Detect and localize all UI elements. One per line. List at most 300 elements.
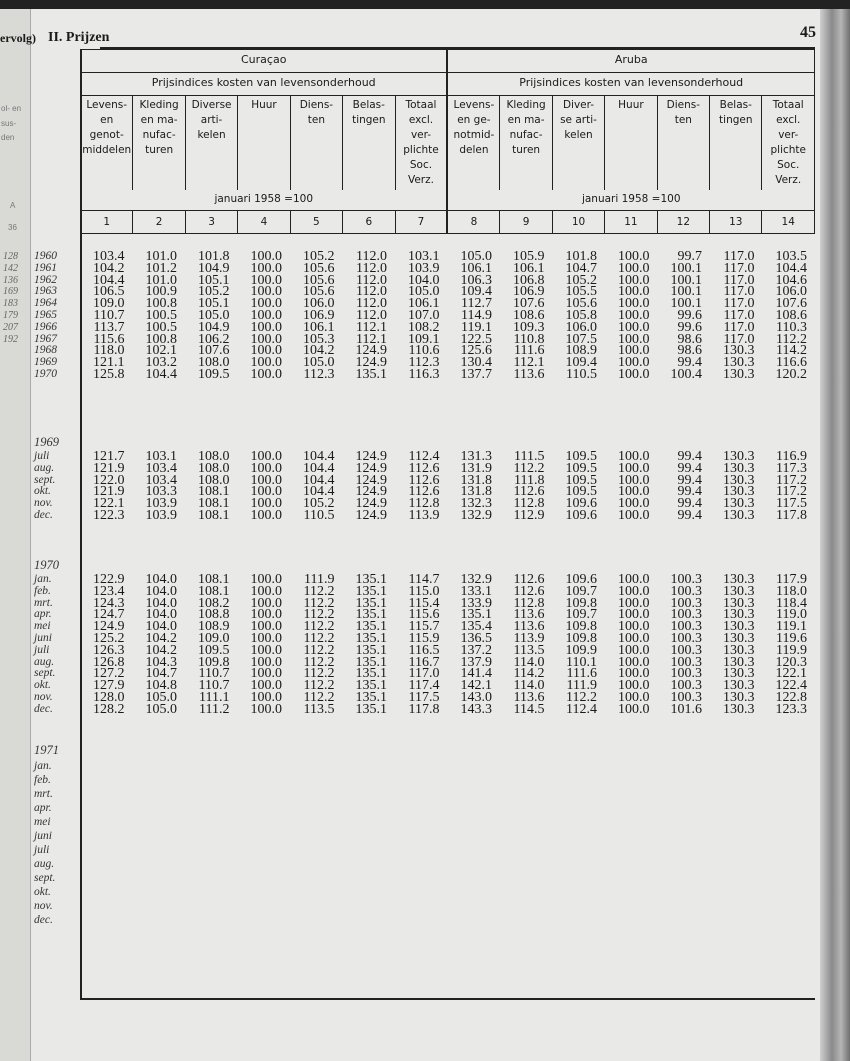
table-cell: 98.6 xyxy=(677,331,702,347)
section-year: 1971 xyxy=(34,743,59,757)
table-cell: 112.2 xyxy=(303,654,335,670)
book-spine-edge xyxy=(820,9,850,1061)
table-cell: 109.7 xyxy=(565,607,597,623)
row-label: 1968 xyxy=(34,344,57,357)
table-cell: 106.1 xyxy=(460,260,492,276)
table-cell: 127.2 xyxy=(93,666,125,682)
table-cell: 116.6 xyxy=(776,355,807,371)
table-cell: 112.7 xyxy=(461,296,492,312)
table-cell: 115.6 xyxy=(93,331,125,347)
table-cell: 116.9 xyxy=(776,449,807,464)
column-number: 3 xyxy=(185,211,237,234)
table-cell: 105.1 xyxy=(198,272,230,288)
table-cell: 100.0 xyxy=(618,583,650,599)
table-cell: 105.6 xyxy=(565,296,597,312)
table-cell: 111.6 xyxy=(514,343,545,359)
column-number: 7 xyxy=(395,211,447,234)
table-cell: 103.3 xyxy=(145,484,177,500)
table-cell: 112.2 xyxy=(303,607,335,623)
table-cell: 119.1 xyxy=(776,619,807,635)
table-cell: 130.3 xyxy=(723,619,755,635)
row-label: nov. xyxy=(34,497,53,510)
table-cell: 101.0 xyxy=(145,272,177,288)
table-cell: 124.3 xyxy=(93,595,125,611)
table-cell: 117.0 xyxy=(723,296,755,312)
table-cell: 108.1 xyxy=(198,583,230,599)
table-cell: 117.2 xyxy=(776,472,807,488)
row-labels xyxy=(34,742,78,927)
table-cell: 100.5 xyxy=(145,319,177,335)
table-cell: 106.0 xyxy=(565,319,597,335)
table-cell: 118.4 xyxy=(776,595,807,611)
table-cell: 135.1 xyxy=(355,366,387,382)
table-cell: 106.1 xyxy=(303,319,335,335)
table-cell: 106.9 xyxy=(513,284,545,300)
table-cell: 100.0 xyxy=(618,619,650,635)
table-cell: 100.0 xyxy=(618,507,650,523)
column-number: 11 xyxy=(605,211,657,234)
running-head: ervolg) xyxy=(0,31,36,45)
margin-value: 207 xyxy=(3,321,18,333)
table-cell: 109.8 xyxy=(565,595,597,611)
table-cell: 99.4 xyxy=(677,460,702,476)
table-cell: 104.0 xyxy=(145,583,177,599)
column-header: Diverse arti- kelen xyxy=(185,96,237,191)
table-cell: 126.8 xyxy=(93,654,125,670)
bottom-rule xyxy=(80,998,815,1000)
column-number: 5 xyxy=(290,211,342,234)
table-cell: 100.3 xyxy=(670,654,702,670)
table-cell: 135.1 xyxy=(355,607,387,623)
table-cell: 131.9 xyxy=(460,460,492,476)
table-cell: 100.0 xyxy=(618,319,650,335)
table-cell: 104.0 xyxy=(145,619,177,635)
table-cell: 99.4 xyxy=(677,484,702,500)
table-cell: 124.9 xyxy=(355,496,387,512)
table-cell: 109.5 xyxy=(198,642,230,658)
table-cell: 112.6 xyxy=(408,460,440,476)
margin-value: 128 xyxy=(3,251,18,262)
row-label: jan. xyxy=(34,760,52,772)
table-row xyxy=(80,319,815,335)
table-cell: 132.9 xyxy=(460,572,492,587)
column-number: 4 xyxy=(238,211,290,234)
row-group xyxy=(80,451,815,522)
margin-value: 169 xyxy=(3,286,18,298)
table-cell: 113.6 xyxy=(513,619,545,635)
table-cell: 130.3 xyxy=(723,666,755,682)
column-header: Totaal excl. ver- plichte Soc. Verz. xyxy=(762,96,815,191)
table-cell: 115.0 xyxy=(408,583,440,599)
margin-fragment: ol- en xyxy=(1,104,22,113)
table-row xyxy=(80,366,815,382)
table-cell: 105.2 xyxy=(303,496,335,512)
table-cell: 111.9 xyxy=(304,572,335,587)
table-cell: 112.8 xyxy=(513,496,545,512)
table-cell: 135.1 xyxy=(355,678,387,694)
table-cell: 107.6 xyxy=(513,296,545,312)
table-cell: 100.0 xyxy=(618,284,650,300)
table-cell: 100.0 xyxy=(250,449,282,464)
table-cell: 100.3 xyxy=(670,678,702,694)
table-cell: 112.0 xyxy=(356,249,387,264)
table-cell: 100.0 xyxy=(250,249,282,264)
table-cell: 100.3 xyxy=(670,595,702,611)
table-cell: 130.3 xyxy=(723,607,755,623)
row-label: mei xyxy=(34,620,51,633)
column-number: 8 xyxy=(447,211,499,234)
table-row xyxy=(80,654,815,670)
table-cell: 100.0 xyxy=(618,249,650,264)
table-cell: 143.0 xyxy=(460,689,492,705)
table-row xyxy=(80,574,815,586)
table-cell: 112.2 xyxy=(566,689,597,705)
table-cell: 111.8 xyxy=(514,472,545,488)
previous-page-edge xyxy=(0,9,31,1061)
table-cell: 108.0 xyxy=(198,460,230,476)
table-cell: 104.7 xyxy=(145,666,177,682)
table-cell: 130.3 xyxy=(723,701,755,717)
table-row xyxy=(80,298,815,310)
table-cell: 108.1 xyxy=(198,484,230,500)
table-cell: 123.3 xyxy=(775,701,807,717)
table-row xyxy=(80,689,815,705)
table-cell: 112.2 xyxy=(513,460,545,476)
column-header: Levens- en ge- notmid- delen xyxy=(447,96,499,191)
table-cell: 112.3 xyxy=(303,366,335,382)
table-cell: 103.9 xyxy=(408,260,440,276)
table-cell: 111.9 xyxy=(566,678,597,694)
table-row xyxy=(80,595,815,611)
region-aruba: Aruba xyxy=(447,50,814,73)
table-cell: 100.0 xyxy=(618,366,650,382)
table-cell: 124.9 xyxy=(355,460,387,476)
table-cell: 105.8 xyxy=(565,307,597,323)
table-cell: 137.2 xyxy=(460,642,492,658)
table-cell: 117.0 xyxy=(723,272,755,288)
table-cell: 108.0 xyxy=(198,449,230,464)
table-cell: 114.2 xyxy=(513,666,545,682)
table-cell: 110.7 xyxy=(198,678,230,694)
table-cell: 99.7 xyxy=(677,249,702,264)
table-cell: 106.8 xyxy=(513,272,545,288)
table-cell: 109.4 xyxy=(460,284,492,300)
column-header: Kleding en ma- nufac- turen xyxy=(500,96,552,191)
table-cell: 124.9 xyxy=(355,343,387,359)
table-cell: 109.3 xyxy=(513,319,545,335)
table-cell: 111.1 xyxy=(199,689,230,705)
table-cell: 116.5 xyxy=(408,642,440,658)
table-cell: 142.1 xyxy=(460,678,492,694)
table-cell: 99.4 xyxy=(677,496,702,512)
table-cell: 130.3 xyxy=(723,460,755,476)
table-cell: 111.6 xyxy=(566,666,597,682)
column-header: Huur xyxy=(605,96,657,191)
row-label: juni xyxy=(34,830,52,842)
table-cell: 126.3 xyxy=(93,642,125,658)
table-cell: 100.0 xyxy=(250,366,282,382)
table-cell: 107.0 xyxy=(408,307,440,323)
table-cell: 100.1 xyxy=(670,272,702,288)
table-cell: 100.0 xyxy=(250,630,282,646)
table-cell: 115.4 xyxy=(408,595,440,611)
table-cell: 99.6 xyxy=(677,307,702,323)
table-cell: 108.9 xyxy=(565,343,597,359)
table-cell: 109.8 xyxy=(565,630,597,646)
table-cell: 100.0 xyxy=(618,701,650,717)
table-cell: 100.0 xyxy=(618,472,650,488)
table-cell: 117.0 xyxy=(723,331,755,347)
row-group xyxy=(80,574,815,716)
table-cell: 105.0 xyxy=(303,355,335,371)
table-cell: 106.1 xyxy=(408,296,440,312)
table-cell: 112.6 xyxy=(513,583,545,599)
table-cell: 100.5 xyxy=(145,307,177,323)
table-cell: 119.9 xyxy=(776,642,807,658)
table-cell: 103.1 xyxy=(408,249,440,264)
table-cell: 108.1 xyxy=(198,507,230,523)
table-cell: 108.6 xyxy=(513,307,545,323)
table-cell: 100.1 xyxy=(670,296,702,312)
table-cell: 100.0 xyxy=(618,607,650,623)
table-row xyxy=(80,460,815,476)
table-cell: 100.0 xyxy=(618,654,650,670)
row-label: aug. xyxy=(34,461,55,474)
table-cell: 130.3 xyxy=(723,642,755,658)
row-labels xyxy=(34,251,78,381)
table-cell: 125.2 xyxy=(93,630,125,646)
table-cell: 110.3 xyxy=(776,319,807,335)
table-cell: 112.2 xyxy=(303,666,335,682)
table-cell: 100.0 xyxy=(618,260,650,276)
row-label: dec. xyxy=(34,508,53,521)
table-cell: 109.5 xyxy=(565,460,597,476)
subtitle-aruba: Prijsindices kosten van levensonderhoud xyxy=(447,73,814,96)
column-header: Totaal excl. ver- plichte Soc. Verz. xyxy=(395,96,447,191)
row-label: okt. xyxy=(34,886,51,898)
base-curacao: januari 1958 =100 xyxy=(81,190,448,211)
table-cell: 109.0 xyxy=(93,296,125,312)
page-number: 45 xyxy=(800,24,816,41)
table-cell: 110.5 xyxy=(303,507,335,523)
table-cell: 135.1 xyxy=(355,630,387,646)
table-cell: 100.0 xyxy=(250,701,282,717)
table-cell: 106.0 xyxy=(775,284,807,300)
table-cell: 125.6 xyxy=(460,343,492,359)
table-row xyxy=(80,357,815,369)
table-cell: 101.8 xyxy=(565,249,597,264)
table-cell: 105.0 xyxy=(408,284,440,300)
table-cell: 109.6 xyxy=(565,572,597,587)
row-label: dec. xyxy=(34,914,53,926)
table-cell: 105.0 xyxy=(145,701,177,717)
table-cell: 100.0 xyxy=(618,642,650,658)
table-cell: 124.7 xyxy=(93,607,125,623)
table-cell: 132.9 xyxy=(460,507,492,523)
table-cell: 105.2 xyxy=(198,284,230,300)
table-cell: 100.0 xyxy=(250,678,282,694)
column-number: 2 xyxy=(133,211,185,234)
column-header: Levens- en genot- middelen xyxy=(81,96,133,191)
table-cell: 137.7 xyxy=(460,366,492,382)
table-cell: 100.0 xyxy=(618,331,650,347)
row-label: feb. xyxy=(34,584,51,597)
margin-value: 183 xyxy=(3,298,18,310)
table-cell: 114.0 xyxy=(513,654,545,670)
row-label: 1964 xyxy=(34,297,57,310)
table-cell: 130.4 xyxy=(460,355,492,371)
table-cell: 103.5 xyxy=(775,249,807,264)
margin-col-value: 36 xyxy=(8,223,17,232)
table-cell: 123.4 xyxy=(93,583,125,599)
row-label: 1969 xyxy=(34,356,57,369)
table-cell: 107.6 xyxy=(775,296,807,312)
table-row xyxy=(80,621,815,633)
column-number: 12 xyxy=(657,211,709,234)
row-label: apr. xyxy=(34,608,52,621)
table-cell: 130.3 xyxy=(723,595,755,611)
table-cell: 122.1 xyxy=(775,666,807,682)
table-cell: 121.7 xyxy=(93,449,125,464)
table-cell: 100.3 xyxy=(670,630,702,646)
table-cell: 130.3 xyxy=(723,654,755,670)
table-cell: 104.2 xyxy=(93,260,125,276)
row-label: apr. xyxy=(34,802,52,814)
table-cell: 110.7 xyxy=(93,307,125,323)
table-cell: 117.0 xyxy=(408,666,440,682)
table-cell: 100.0 xyxy=(250,284,282,300)
table-cell: 100.0 xyxy=(250,507,282,523)
table-cell: 113.5 xyxy=(303,701,335,717)
table-row xyxy=(80,472,815,488)
table-cell: 113.6 xyxy=(513,607,545,623)
column-number: 13 xyxy=(710,211,762,234)
table-cell: 117.2 xyxy=(776,484,807,500)
table-cell: 105.0 xyxy=(198,307,230,323)
table-row xyxy=(80,272,815,288)
table-cell: 104.8 xyxy=(145,678,177,694)
table-cell: 130.3 xyxy=(723,572,755,587)
table-row xyxy=(80,507,815,523)
column-number: 9 xyxy=(500,211,552,234)
table-cell: 100.0 xyxy=(618,460,650,476)
section-year: 1969 xyxy=(34,435,59,449)
table-cell: 114.0 xyxy=(513,678,545,694)
table-cell: 100.0 xyxy=(618,689,650,705)
table-cell: 109.7 xyxy=(565,583,597,599)
table-cell: 143.3 xyxy=(460,701,492,717)
table-cell: 100.0 xyxy=(618,355,650,371)
table-cell: 111.5 xyxy=(514,449,545,464)
table-cell: 100.0 xyxy=(250,260,282,276)
table-cell: 110.8 xyxy=(513,331,545,347)
table-cell: 112.8 xyxy=(408,496,440,512)
table-cell: 100.0 xyxy=(250,319,282,335)
table-cell: 104.3 xyxy=(145,654,177,670)
row-label: sept. xyxy=(34,872,56,884)
table-cell: 100.3 xyxy=(670,642,702,658)
table-cell: 99.4 xyxy=(677,449,702,464)
table-cell: 112.2 xyxy=(303,583,335,599)
table-cell: 104.4 xyxy=(93,272,125,288)
table-cell: 100.4 xyxy=(670,366,702,382)
table-cell: 131.8 xyxy=(460,472,492,488)
table-cell: 130.3 xyxy=(723,630,755,646)
table-cell: 105.0 xyxy=(460,249,492,264)
table-cell: 119.6 xyxy=(776,630,807,646)
table-cell: 100.3 xyxy=(670,583,702,599)
table-cell: 114.5 xyxy=(513,701,545,717)
row-label: nov. xyxy=(34,900,53,912)
table-cell: 135.4 xyxy=(460,619,492,635)
table-cell: 108.8 xyxy=(198,607,230,623)
table-cell: 117.9 xyxy=(776,572,807,587)
row-label: mei xyxy=(34,816,51,828)
table-cell: 100.0 xyxy=(250,343,282,359)
table-cell: 100.0 xyxy=(250,272,282,288)
table-cell: 106.9 xyxy=(303,307,335,323)
table-cell: 107.6 xyxy=(198,343,230,359)
column-number: 1 xyxy=(81,211,133,234)
table-cell: 100.3 xyxy=(670,619,702,635)
table-cell: 112.0 xyxy=(356,272,387,288)
table-cell: 135.1 xyxy=(355,689,387,705)
table-cell: 135.1 xyxy=(355,701,387,717)
table-cell: 100.0 xyxy=(250,666,282,682)
table-cell: 102.1 xyxy=(145,343,177,359)
table-cell: 108.2 xyxy=(198,595,230,611)
table-cell: 99.4 xyxy=(677,507,702,523)
table-cell: 113.9 xyxy=(408,507,440,523)
table-cell: 103.9 xyxy=(145,507,177,523)
row-label: dec. xyxy=(34,702,53,715)
row-label: juni xyxy=(34,631,52,644)
table-cell: 103.4 xyxy=(93,249,125,264)
row-label: mrt. xyxy=(34,788,53,800)
table-cell: 100.8 xyxy=(145,296,177,312)
table-row xyxy=(80,642,815,658)
row-label: 1962 xyxy=(34,273,57,286)
table-cell: 109.4 xyxy=(565,355,597,371)
table-cell: 109.5 xyxy=(565,449,597,464)
table-cell: 104.9 xyxy=(198,319,230,335)
table-cell: 100.0 xyxy=(618,296,650,312)
column-header: Diens- ten xyxy=(290,96,342,191)
table-cell: 108.6 xyxy=(775,307,807,323)
table-cell: 124.9 xyxy=(93,619,125,635)
table-cell: 117.0 xyxy=(723,319,755,335)
column-header: Belas- tingen xyxy=(710,96,762,191)
table-cell: 104.4 xyxy=(303,460,335,476)
table-cell: 112.2 xyxy=(303,689,335,705)
table-cell: 130.3 xyxy=(723,689,755,705)
table-cell: 100.1 xyxy=(670,260,702,276)
table-cell: 122.1 xyxy=(93,496,125,512)
row-group xyxy=(80,251,815,381)
table-cell: 111.2 xyxy=(199,701,230,717)
table-cell: 112.2 xyxy=(303,619,335,635)
region-curacao: Curaçao xyxy=(81,50,448,73)
margin-col-label: A xyxy=(10,201,16,210)
table-cell: 122.8 xyxy=(775,689,807,705)
table-cell: 100.1 xyxy=(670,284,702,300)
margin-fragment: sus- xyxy=(1,119,17,128)
table-cell: 133.1 xyxy=(460,583,492,599)
column-number: 10 xyxy=(552,211,604,234)
table-row xyxy=(80,451,815,463)
table-cell: 100.0 xyxy=(250,572,282,587)
table-cell: 100.0 xyxy=(618,572,650,587)
